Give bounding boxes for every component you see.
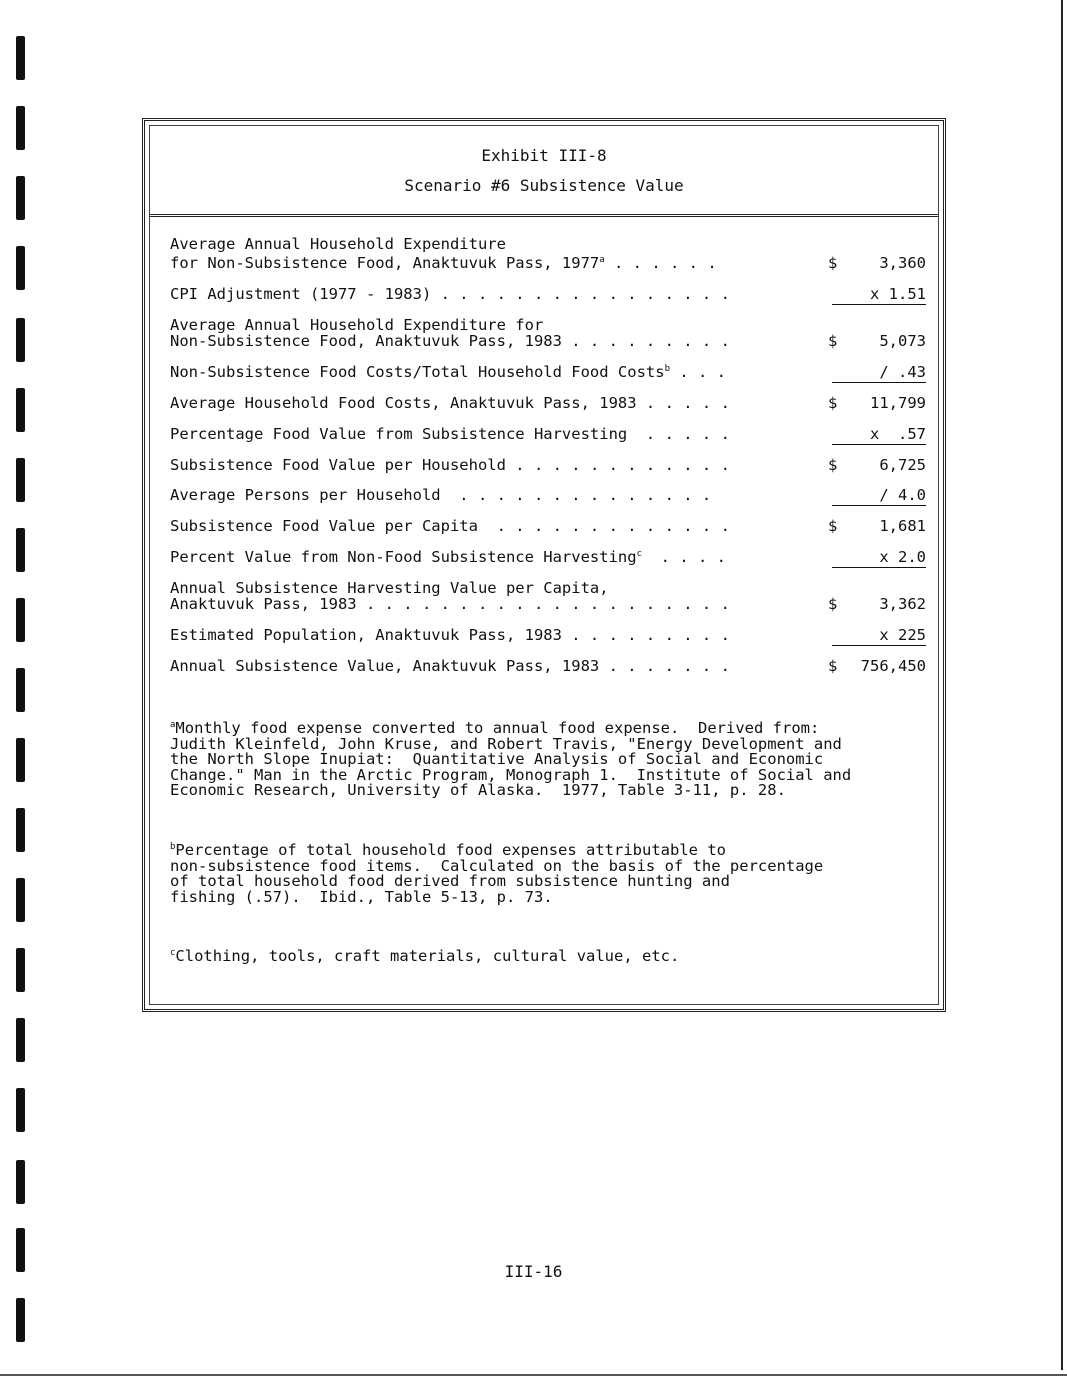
dot-leader: . . . . . . . . . — [561, 626, 730, 644]
row-label: Average Annual Household Expenditure for Non-Subsistence Food, Anaktuvuk Pass, 1983 . . . . . . . . . — [170, 316, 730, 350]
row-value: 756,450 — [860, 657, 926, 675]
row-value: 5,073 — [879, 332, 926, 350]
table-row — [170, 549, 926, 565]
binder-hole-mark — [16, 528, 25, 572]
footnote-marker: c — [170, 948, 176, 958]
exhibit-title: Exhibit III-8 — [481, 146, 607, 165]
dot-leader: . . . — [670, 363, 727, 381]
row-label: Annual Subsistence Value, Anaktuvuk Pass, 1983 . . . . . . . — [170, 657, 730, 675]
binder-hole-mark — [16, 246, 25, 290]
exhibit-header — [150, 126, 938, 217]
exhibit-inner-frame — [149, 125, 939, 1005]
exhibit-subtitle: Scenario #6 Subsistence Value — [404, 176, 684, 195]
dollar-sign: $ — [828, 657, 838, 675]
row-value: x 225 — [832, 627, 926, 646]
row-value: x 1.51 — [832, 286, 926, 305]
row-value: 6,725 — [879, 456, 926, 474]
row-value: 3,362 — [879, 595, 926, 613]
footnote-marker: c — [636, 549, 643, 559]
dot-leader: . . . . . — [636, 394, 730, 412]
binder-hole-mark — [16, 36, 25, 80]
dollar-sign: $ — [828, 254, 838, 272]
row-value: 11,799 — [870, 394, 926, 412]
footnote-c — [170, 946, 679, 965]
table-row — [170, 395, 926, 411]
binder-hole-mark — [16, 948, 25, 992]
table-row — [170, 457, 926, 473]
row-label: Percent Value from Non-Food Subsistence Harvesting$^c$ . . . . — [170, 548, 727, 566]
binder-hole-mark — [16, 106, 25, 150]
dot-leader: . . . . . . — [604, 254, 717, 272]
table-row — [170, 487, 926, 503]
row-label: Average Annual Household Expenditure for Non-Subsistence Food, Anaktuvuk Pass, 1977$^a$ . . . . . . — [170, 235, 717, 272]
dollar-sign: $ — [828, 517, 838, 535]
binder-hole-mark — [16, 598, 25, 642]
footnote-a — [170, 718, 851, 799]
exhibit-box — [142, 118, 946, 1012]
footnote-b — [170, 840, 823, 905]
binder-hole-mark — [16, 1298, 25, 1342]
table-row — [170, 364, 926, 380]
footnote-text: Percentage of total household food expenses attributable to non-subsistence food items. Calculated on the basis of the percentage of total household food derived from subsistence hunting and fishing (.57). Ibid., Table 5-13, p. 73. — [170, 841, 824, 906]
row-label: Annual Subsistence Harvesting Value per Capita, Anaktuvuk Pass, 1983 . . . . . . . . . . . . . . . . . . . . — [170, 579, 730, 613]
row-value: 3,360 — [879, 254, 926, 272]
row-value: x 2.0 — [832, 549, 926, 568]
footnote-text: Monthly food expense converted to annual food expense. Derived from: Judith Kleinfeld, John Kruse, and Robert Travis, "Energy Development and the North Slope Inupiat: Quantitative Analysis of Social and Economic Change." Man in the Arctic Program, Monograph 1. Institute of Social and Economic Research, University of Alaska. 1977, Table 3-11, p. 28. — [170, 719, 852, 799]
row-label: Subsistence Food Value per Household . . . . . . . . . . . . — [170, 456, 730, 474]
binder-hole-mark — [16, 878, 25, 922]
table-row — [170, 658, 926, 674]
binder-hole-mark — [16, 318, 25, 362]
dollar-sign: $ — [828, 332, 838, 350]
page-bottom-edge — [0, 1374, 1067, 1376]
footnote-marker: a — [170, 720, 176, 730]
binder-hole-mark — [16, 738, 25, 782]
table-row — [170, 627, 926, 643]
row-label: Estimated Population, Anaktuvuk Pass, 1983 . . . . . . . . . — [170, 626, 730, 644]
binder-hole-mark — [16, 808, 25, 852]
dot-leader: . . . . . . . — [599, 657, 730, 675]
binder-hole-mark — [16, 458, 25, 502]
table-row — [170, 316, 926, 350]
row-label: Subsistence Food Value per Capita . . . . . . . . . . . . . — [170, 517, 730, 535]
binder-hole-mark — [16, 1018, 25, 1062]
dot-leader: . . . . . . . . . — [561, 332, 730, 350]
binder-hole-mark — [16, 668, 25, 712]
page-right-edge — [1061, 0, 1063, 1370]
row-label: Percentage Food Value from Subsistence Harvesting . . . . . — [170, 425, 730, 443]
table-row — [170, 426, 926, 442]
row-value: 1,681 — [879, 517, 926, 535]
table-row — [170, 286, 926, 302]
footnote-text: Clothing, tools, craft materials, cultural value, etc. — [175, 947, 680, 965]
footnote-marker: a — [599, 255, 605, 265]
dot-leader: . . . . . . . . . . . . . — [477, 517, 730, 535]
row-label: Average Household Food Costs, Anaktuvuk Pass, 1983 . . . . . — [170, 394, 730, 412]
row-label: Average Persons per Household . . . . . . . . . . . . . . — [170, 486, 712, 504]
row-value: / .43 — [832, 364, 926, 383]
row-value: x .57 — [832, 426, 926, 445]
footnote-marker: b — [664, 364, 671, 374]
dollar-sign: $ — [828, 595, 838, 613]
row-value: / 4.0 — [832, 487, 926, 506]
dot-leader: . . . . . . . . . . . . . . . . . . . . — [356, 595, 730, 613]
binder-hole-mark — [16, 1088, 25, 1132]
table-row — [170, 518, 926, 534]
page-number: III-16 — [504, 1262, 563, 1281]
table-row — [170, 579, 926, 613]
row-label: CPI Adjustment (1977 - 1983) . . . . . . . . . . . . . . . . — [170, 285, 730, 303]
dollar-sign: $ — [828, 394, 838, 412]
binder-hole-mark — [16, 176, 25, 220]
dot-leader: . . . . . . . . . . . . — [505, 456, 730, 474]
dot-leader: . . . . . . . . . . . . . . — [440, 486, 712, 504]
binder-hole-mark — [16, 1160, 25, 1204]
binder-hole-mark — [16, 388, 25, 432]
dot-leader: . . . . — [642, 548, 727, 566]
table-row — [170, 235, 926, 272]
dot-leader: . . . . . . . . . . . . . . . . — [431, 285, 730, 303]
dot-leader: . . . . . — [627, 425, 730, 443]
row-label: Non-Subsistence Food Costs/Total Household Food Costs$^b$ . . . — [170, 363, 727, 381]
dollar-sign: $ — [828, 456, 838, 474]
footnote-marker: b — [170, 842, 176, 852]
